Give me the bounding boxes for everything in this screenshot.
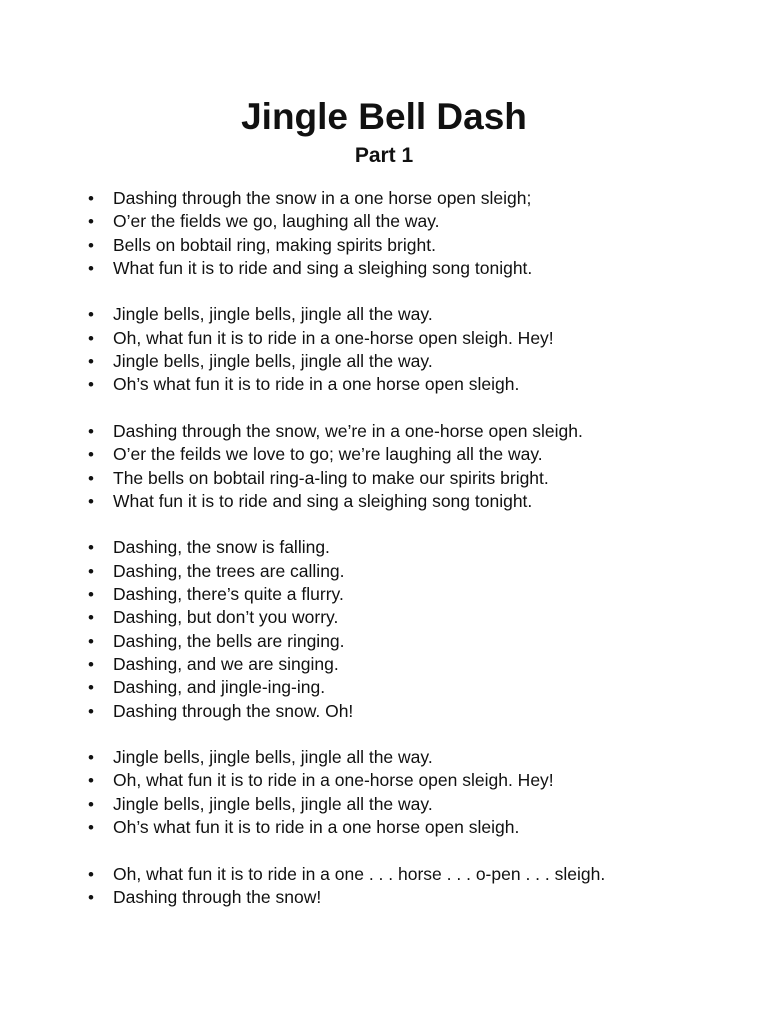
lyric-line bbox=[88, 350, 728, 373]
lyric-line bbox=[88, 886, 728, 909]
lyric-line bbox=[88, 583, 728, 606]
lyric-text: Dashing through the snow, we’re in a one-horse open sleigh. bbox=[113, 420, 583, 441]
lyric-line bbox=[88, 676, 728, 699]
bullet-icon: • bbox=[88, 864, 94, 884]
lyric-text: Oh’s what fun it is to ride in a one horse open sleigh. bbox=[113, 374, 520, 395]
lyric-line bbox=[88, 536, 728, 559]
lyric-text: Dashing through the snow! bbox=[113, 886, 322, 907]
lyric-line bbox=[88, 420, 728, 443]
lyrics-body bbox=[88, 187, 728, 933]
bullet-icon: • bbox=[88, 631, 94, 651]
bullet-icon: • bbox=[88, 212, 94, 232]
lyric-text: What fun it is to ride and sing a sleighing song tonight. bbox=[113, 257, 533, 278]
bullet-icon: • bbox=[88, 818, 94, 838]
lyric-line bbox=[88, 863, 728, 886]
lyric-text: Oh, what fun it is to ride in a one-horse open sleigh. Hey! bbox=[113, 770, 554, 791]
lyric-text: Dashing, and we are singing. bbox=[113, 653, 339, 674]
page-subtitle: Part 1 bbox=[354, 144, 414, 167]
lyric-line bbox=[88, 606, 728, 629]
stanza-4 bbox=[88, 536, 728, 722]
lyric-line bbox=[88, 303, 728, 326]
bullet-icon: • bbox=[88, 352, 94, 372]
bullet-icon: • bbox=[88, 421, 94, 441]
lyric-line bbox=[88, 327, 728, 350]
lyric-line bbox=[88, 630, 728, 653]
lyric-text: The bells on bobtail ring-a-ling to make our spirits bright. bbox=[113, 467, 549, 488]
bullet-icon: • bbox=[88, 748, 94, 768]
lyric-line bbox=[88, 769, 728, 792]
lyric-line bbox=[88, 210, 728, 233]
lyric-text: Oh, what fun it is to ride in a one . . . horse . . . o-pen . . . sleigh. bbox=[113, 863, 606, 884]
lyric-line bbox=[88, 234, 728, 257]
bullet-icon: • bbox=[88, 654, 94, 674]
bullet-icon: • bbox=[88, 305, 94, 325]
stanza-1 bbox=[88, 187, 728, 280]
bullet-icon: • bbox=[88, 794, 94, 814]
lyric-text: Dashing, the bells are ringing. bbox=[113, 630, 345, 651]
lyric-text: Jingle bells, jingle bells, jingle all the way. bbox=[113, 304, 433, 325]
bullet-icon: • bbox=[88, 445, 94, 465]
lyric-text: Oh’s what fun it is to ride in a one horse open sleigh. bbox=[113, 817, 520, 838]
lyric-text: What fun it is to ride and sing a sleighing song tonight. bbox=[113, 490, 533, 511]
bullet-icon: • bbox=[88, 561, 94, 581]
lyric-text: Dashing, the trees are calling. bbox=[113, 560, 345, 581]
bullet-icon: • bbox=[88, 887, 94, 907]
lyric-text: Jingle bells, jingle bells, jingle all the way. bbox=[113, 747, 433, 768]
lyric-line bbox=[88, 187, 728, 210]
bullet-icon: • bbox=[88, 771, 94, 791]
stanza-3 bbox=[88, 420, 728, 513]
lyric-line bbox=[88, 653, 728, 676]
lyric-line bbox=[88, 257, 728, 280]
bullet-icon: • bbox=[88, 608, 94, 628]
bullet-icon: • bbox=[88, 491, 94, 511]
bullet-icon: • bbox=[88, 701, 94, 721]
lyric-text: Dashing through the snow in a one horse open sleigh; bbox=[113, 188, 532, 208]
lyric-text: Bells on bobtail ring, making spirits bright. bbox=[113, 234, 436, 255]
lyric-line bbox=[88, 816, 728, 839]
bullet-icon: • bbox=[88, 468, 94, 488]
lyric-text: Dashing, but don’t you worry. bbox=[113, 607, 339, 628]
lyric-line bbox=[88, 700, 728, 723]
lyric-line bbox=[88, 373, 728, 396]
lyric-text: Dashing, and jingle-ing-ing. bbox=[113, 677, 326, 698]
lyric-line bbox=[88, 443, 728, 466]
page-title: Jingle Bell Dash bbox=[241, 96, 527, 137]
lyric-text: O’er the feilds we love to go; we’re laughing all the way. bbox=[113, 444, 543, 465]
lyric-text: Dashing, the snow is falling. bbox=[113, 537, 330, 558]
lyric-line bbox=[88, 793, 728, 816]
lyric-text: O’er the fields we go, laughing all the way. bbox=[113, 211, 440, 232]
stanza-5 bbox=[88, 746, 728, 839]
stanza-2 bbox=[88, 303, 728, 396]
bullet-icon: • bbox=[88, 235, 94, 255]
bullet-icon: • bbox=[88, 585, 94, 605]
stanza-6 bbox=[88, 863, 728, 910]
bullet-icon: • bbox=[88, 538, 94, 558]
lyric-line bbox=[88, 490, 728, 513]
lyric-line bbox=[88, 560, 728, 583]
lyric-text: Jingle bells, jingle bells, jingle all the way. bbox=[113, 351, 433, 372]
lyric-line bbox=[88, 467, 728, 490]
lyric-line bbox=[88, 746, 728, 769]
lyric-text: Oh, what fun it is to ride in a one-horse open sleigh. Hey! bbox=[113, 327, 554, 348]
bullet-icon: • bbox=[88, 258, 94, 278]
lyric-text: Dashing through the snow. Oh! bbox=[113, 700, 354, 721]
bullet-icon: • bbox=[88, 678, 94, 698]
lyric-text: Dashing, there’s quite a flurry. bbox=[113, 584, 344, 605]
bullet-icon: • bbox=[88, 328, 94, 348]
bullet-icon: • bbox=[88, 189, 94, 208]
bullet-icon: • bbox=[88, 375, 94, 395]
lyric-text: Jingle bells, jingle bells, jingle all the way. bbox=[113, 793, 433, 814]
